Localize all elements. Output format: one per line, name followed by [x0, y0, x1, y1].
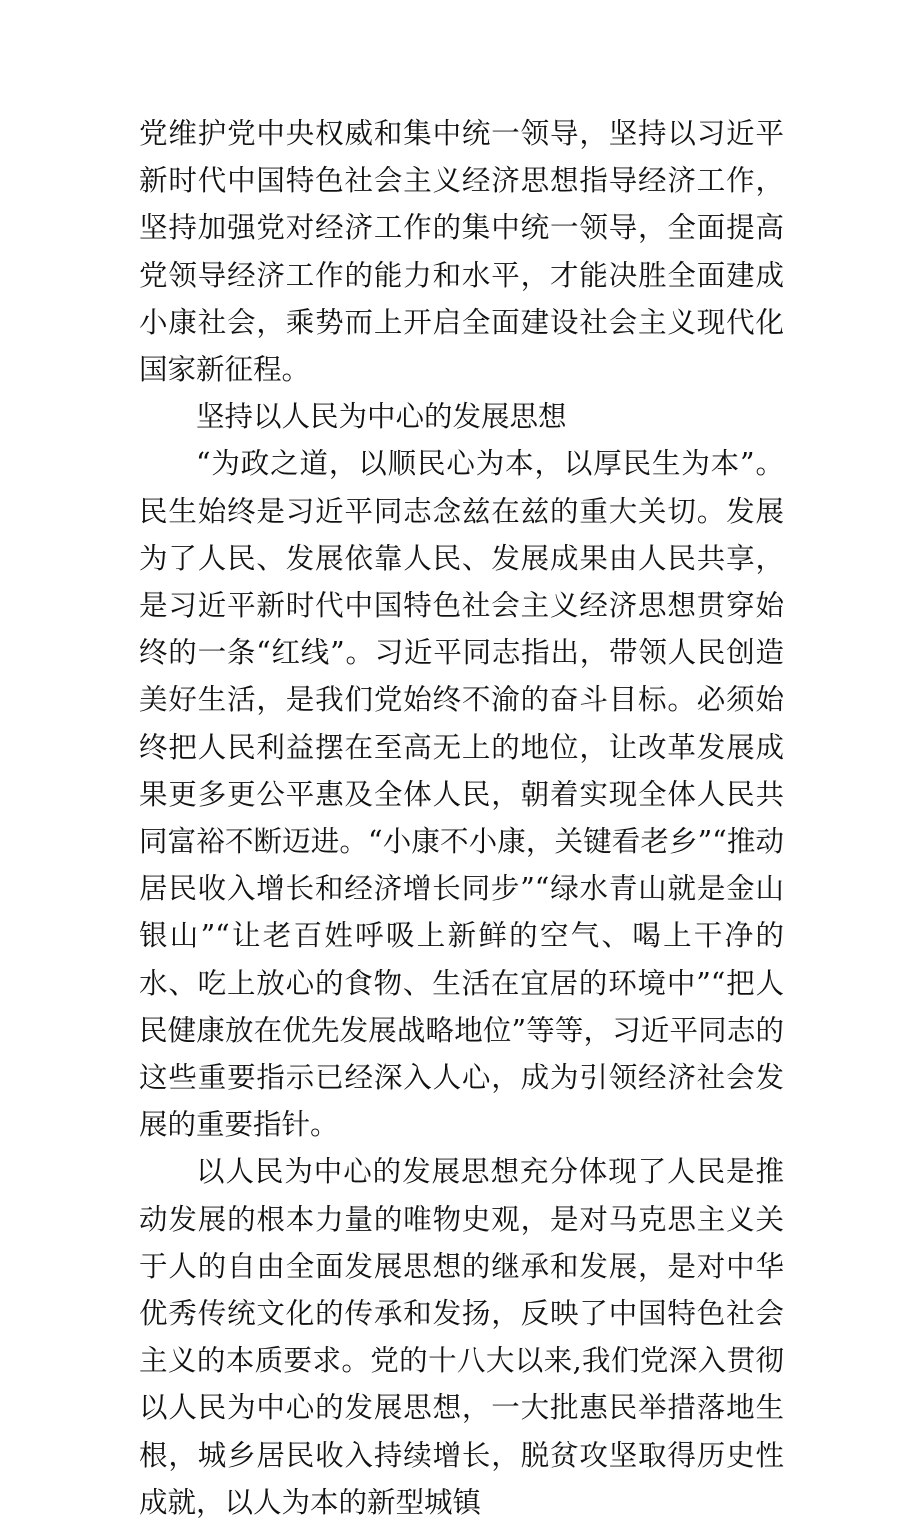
section-heading: 坚持以人民为中心的发展思想 [196, 400, 567, 434]
document-body [139, 110, 784, 1526]
paragraph-people-centered-quote: “为政之道，以顺民心为本，以厚民生为本”。民生始终是习近平同志念兹在兹的重大关切。发展为了人民、发展依靠人民、发展成果由人民共享，是习近平新时代中国特色社会主义经济思想贯穿始终的一条“红线”。习近平同志指出，带领人民创造美好生活，是我们党始终不渝的奋斗目标。必须始终把人民利益摆在至高无上的地位，让改革发展成果更多更公平惠及全体人民，朝着实现全体人民共同富裕不断迈进。“小康不小康，关键看老乡”“推动居民收入增长和经济增长同步”“绿水青山就是金山银山”“让老百姓呼吸上新鲜的空气、喝上干净的水、吃上放心的食物、生活在宜居的环境中”“把人民健康放在优先发展战略地位”等等，习近平同志的这些重要指示已经深入人心，成为引领经济社会发展的重要指针。 [139, 447, 784, 1142]
paragraph-continuation: 党维护党中央权威和集中统一领导，坚持以习近平新时代中国特色社会主义经济思想指导经济工作，坚持加强党对经济工作的集中统一领导，全面提高党领导经济工作的能力和水平，才能决胜全面建成小康社会，乘势而上开启全面建设社会主义现代化国家新征程。 [139, 117, 784, 387]
paragraph-development-thought: 以人民为中心的发展思想充分体现了人民是推动发展的根本力量的唯物史观，是对马克思主义关于人的自由全面发展思想的继承和发展，是对中华优秀传统文化的传承和发扬，反映了中国特色社会主义的本质要求。党的十八大以来,我们党深入贯彻以人民为中心的发展思想，一大批惠民举措落地生根，城乡居民收入持续增长，脱贫攻坚取得历史性成就，以人为本的新型城镇 [139, 1155, 784, 1519]
